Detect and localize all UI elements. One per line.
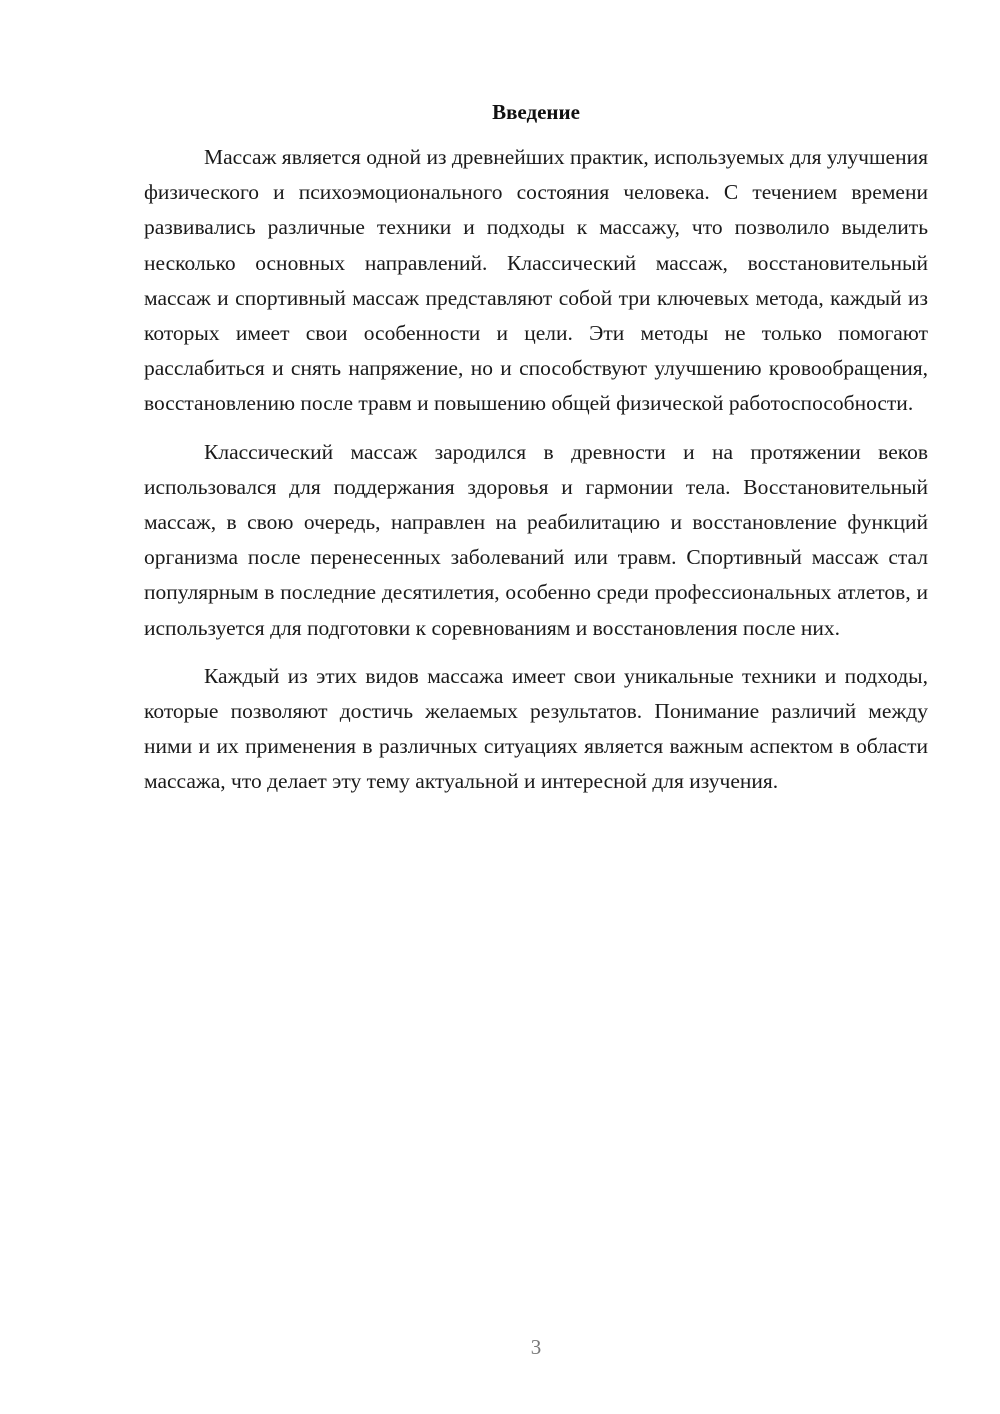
- section-heading: Введение: [492, 100, 580, 124]
- paragraph-2: Классический массаж зародился в древности и на протяжении веков использовался для поддержания здоровья и гармонии тела. Восстановительный массаж, в свою очередь, направлен на реабилитацию и восстановление функций организма после перенесенных заболеваний или травм. Спортивный массаж стал популярным в последние десятилетия, особенно среди профессиональных атлетов, и используется для подготовки к соревнованиям и восстановления после них.: [144, 439, 928, 640]
- page-number: 3: [530, 1335, 542, 1359]
- paragraph-3: Каждый из этих видов массажа имеет свои уникальные техники и подходы, которые позволяют достичь желаемых результатов. Понимание различий между ними и их применения в различных ситуациях является важным аспектом в области массажа, что делает эту тему актуальной и интересной для изучения.: [144, 663, 928, 794]
- body-text: [144, 140, 928, 813]
- paragraph-1: Массаж является одной из древнейших практик, используемых для улучшения физического и психоэмоционального состояния человека. С течением времени развивались различные техники и подходы к массажу, что позволило выделить несколько основных направлений. Классический массаж, восстановительный массаж и спортивный массаж представляют собой три ключевых метода, каждый из которых имеет свои особенности и цели. Эти методы не только помогают расслабиться и снять напряжение, но и способствуют улучшению кровообращения, восстановлению после травм и повышению общей физической работоспособности.: [144, 145, 928, 416]
